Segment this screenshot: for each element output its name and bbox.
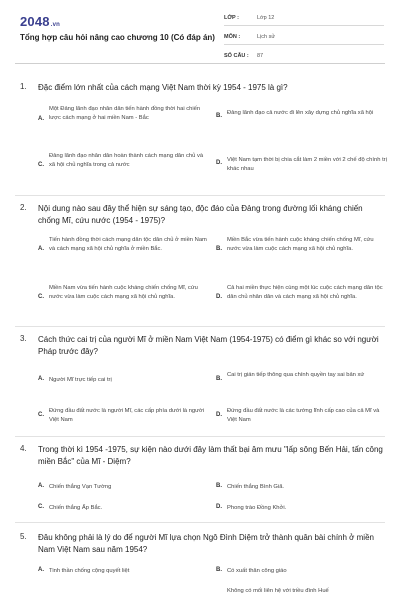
question-number: 5. [20, 532, 27, 541]
question-divider [15, 436, 385, 437]
question-number: 2. [20, 203, 27, 212]
meta-value: Lớp 12 [257, 14, 275, 21]
option-letter: B. [216, 567, 222, 573]
option-letter: D. [216, 160, 222, 166]
answer-option-a[interactable] [38, 483, 210, 492]
answer-option-b[interactable] [216, 371, 388, 380]
question-number: 4. [20, 444, 27, 453]
header-divider [15, 63, 385, 64]
meta-row-subject [224, 29, 384, 45]
question-number: 3. [20, 334, 27, 343]
option-text: Đảng lãnh đạo cả nước đi lên xây dựng chủ nghĩa xã hội [227, 110, 374, 116]
option-text: Miền Bắc vừa tiến hành cuộc kháng chiến chống Mĩ, cứu nước vừa làm cuộc cách mạng xã hội chủ nghĩa. [227, 237, 374, 252]
answer-option-a[interactable] [38, 567, 210, 576]
answer-options [38, 236, 385, 326]
site-logo[interactable] [20, 14, 60, 29]
option-letter: C. [38, 504, 44, 510]
option-letter: C. [38, 162, 44, 168]
meta-label: MÔN : [224, 33, 241, 40]
question-text: Trong thời kì 1954 -1975, sự kiện nào dưới đây làm thất bại âm mưu "lấp sông Bến Hải, tấn công miền Bắc" của Mĩ - Diệm? [38, 445, 383, 466]
meta-label: SỐ CÂU : [224, 52, 249, 59]
answer-options [38, 367, 385, 437]
answer-option-d[interactable] [216, 407, 388, 425]
question-4 [20, 444, 385, 517]
answer-option-a[interactable] [38, 236, 210, 254]
option-text: Cai trị gián tiếp thông qua chính quyền tay sai bản xứ [227, 372, 365, 378]
question-divider [15, 326, 385, 327]
question-5 [20, 532, 385, 600]
answer-option-d[interactable] [216, 504, 388, 513]
option-letter: C. [38, 412, 44, 418]
option-text: Có xuất thân công giáo [227, 568, 287, 574]
option-letter: B. [216, 483, 222, 489]
option-text: Chiến thắng Bình Giã. [227, 484, 285, 490]
option-text: Không có mối liên hệ với triều đình Huế [227, 588, 329, 594]
option-text: Việt Nam tạm thời bị chia cắt làm 2 miền với 2 chế độ chính trị khác nhau [227, 157, 387, 172]
answer-option-b[interactable] [216, 567, 388, 576]
question-divider [15, 195, 385, 196]
option-text: Miền Nam vừa tiến hành cuộc kháng chiến chống Mĩ, cứu nước vừa làm cuộc cách mạng xã hội chủ nghĩa. [49, 285, 198, 300]
option-letter: A. [38, 246, 44, 252]
meta-row-count [224, 48, 384, 64]
logo-text: 2048 [20, 14, 50, 29]
question-text: Đâu không phải là lý do để người Mĩ lựa chọn Ngô Đình Diệm trở thành quân bài chính ở miền Nam Việt Nam sau năm 1954? [38, 533, 374, 554]
logo-suffix: .vn [50, 22, 61, 28]
option-letter: D. [216, 412, 222, 418]
document-header [0, 0, 400, 62]
option-text: Đảng lãnh đạo nhân dân hoàn thành cách mạng dân chủ và xã hội chủ nghĩa trong cả nước [49, 153, 204, 168]
answer-options [38, 103, 385, 193]
option-letter: B. [216, 246, 222, 252]
option-text: Chiến thắng Vạn Tường [49, 484, 112, 490]
answer-option-d[interactable] [216, 156, 388, 174]
answer-option-d[interactable] [216, 284, 388, 302]
meta-label: LỚP : [224, 14, 239, 21]
option-letter: A. [38, 483, 44, 489]
question-number: 1. [20, 82, 27, 91]
answer-option-b[interactable] [216, 109, 388, 118]
answer-option-b[interactable] [216, 236, 388, 254]
document-title: Tổng hợp câu hỏi nâng cao chương 10 (Có đáp án) [20, 33, 215, 42]
answer-option-c[interactable] [38, 152, 210, 170]
option-letter: B. [216, 376, 222, 382]
question-2 [20, 203, 385, 326]
answer-option-b[interactable] [216, 483, 388, 492]
question-text: Cách thức cai trị của người Mĩ ở miền Nam Việt Nam (1954-1975) có điểm gì khác so với người Pháp trước đây? [38, 335, 379, 356]
option-text: Tinh thần chống cộng quyết liệt [49, 568, 130, 574]
question-3 [20, 334, 385, 437]
option-text: Chiến thắng Ấp Bắc. [49, 505, 103, 511]
question-divider [15, 522, 385, 523]
option-letter: B. [216, 113, 222, 119]
meta-row-class [224, 10, 384, 26]
meta-value: 87 [257, 52, 264, 59]
option-text: Người Mĩ trực tiếp cai trị [49, 377, 112, 383]
option-letter: D. [216, 294, 222, 300]
answer-options [38, 565, 385, 600]
document-meta [224, 10, 384, 67]
option-letter: D. [216, 504, 222, 510]
question-1 [20, 82, 385, 193]
option-text: Cả hai miền thực hiện cùng một lúc cuộc cách mạng dân tộc dân chủ nhân dân và cách mạng xã hội chủ nghĩa. [227, 285, 383, 300]
option-text: Đứng đầu đất nước là các tướng lĩnh cấp cao của cả Mĩ và Việt Nam [227, 408, 380, 423]
answer-option-c[interactable] [38, 407, 210, 425]
answer-option-a[interactable] [38, 105, 210, 123]
answer-option-a[interactable] [38, 376, 210, 385]
option-letter: A. [38, 116, 44, 122]
option-text: Một Đảng lãnh đạo nhân dân tiến hành đồng thời hai chiến lược cách mạng ở hai miền Nam - Bắc [49, 106, 201, 121]
answer-option-c[interactable] [38, 504, 210, 513]
meta-value: Lịch sử [257, 33, 276, 40]
answer-options [38, 477, 385, 517]
answer-option-d[interactable] [216, 587, 388, 596]
option-text: Phong trào Đồng Khởi. [227, 505, 287, 511]
option-letter: C. [38, 294, 44, 300]
option-text: Tiến hành đồng thời cách mạng dân tộc dân chủ ở miền Nam và cách mạng xã hội chủ nghĩa ở miền Bắc. [49, 237, 207, 252]
option-letter: A. [38, 376, 44, 382]
question-text: Đặc điểm lớn nhất của cách mạng Việt Nam thời kỳ 1954 - 1975 là gì? [38, 83, 288, 92]
answer-option-c[interactable] [38, 284, 210, 302]
option-letter: A. [38, 567, 44, 573]
question-text: Nội dung nào sau đây thể hiện sự sáng tạo, độc đáo của Đảng trong đường lối kháng chiến chống Mĩ, cứu nước (1954 - 1975)? [38, 204, 363, 225]
option-text: Đứng đầu đất nước là người Mĩ, các cấp phía dưới là người Việt Nam [49, 408, 205, 423]
